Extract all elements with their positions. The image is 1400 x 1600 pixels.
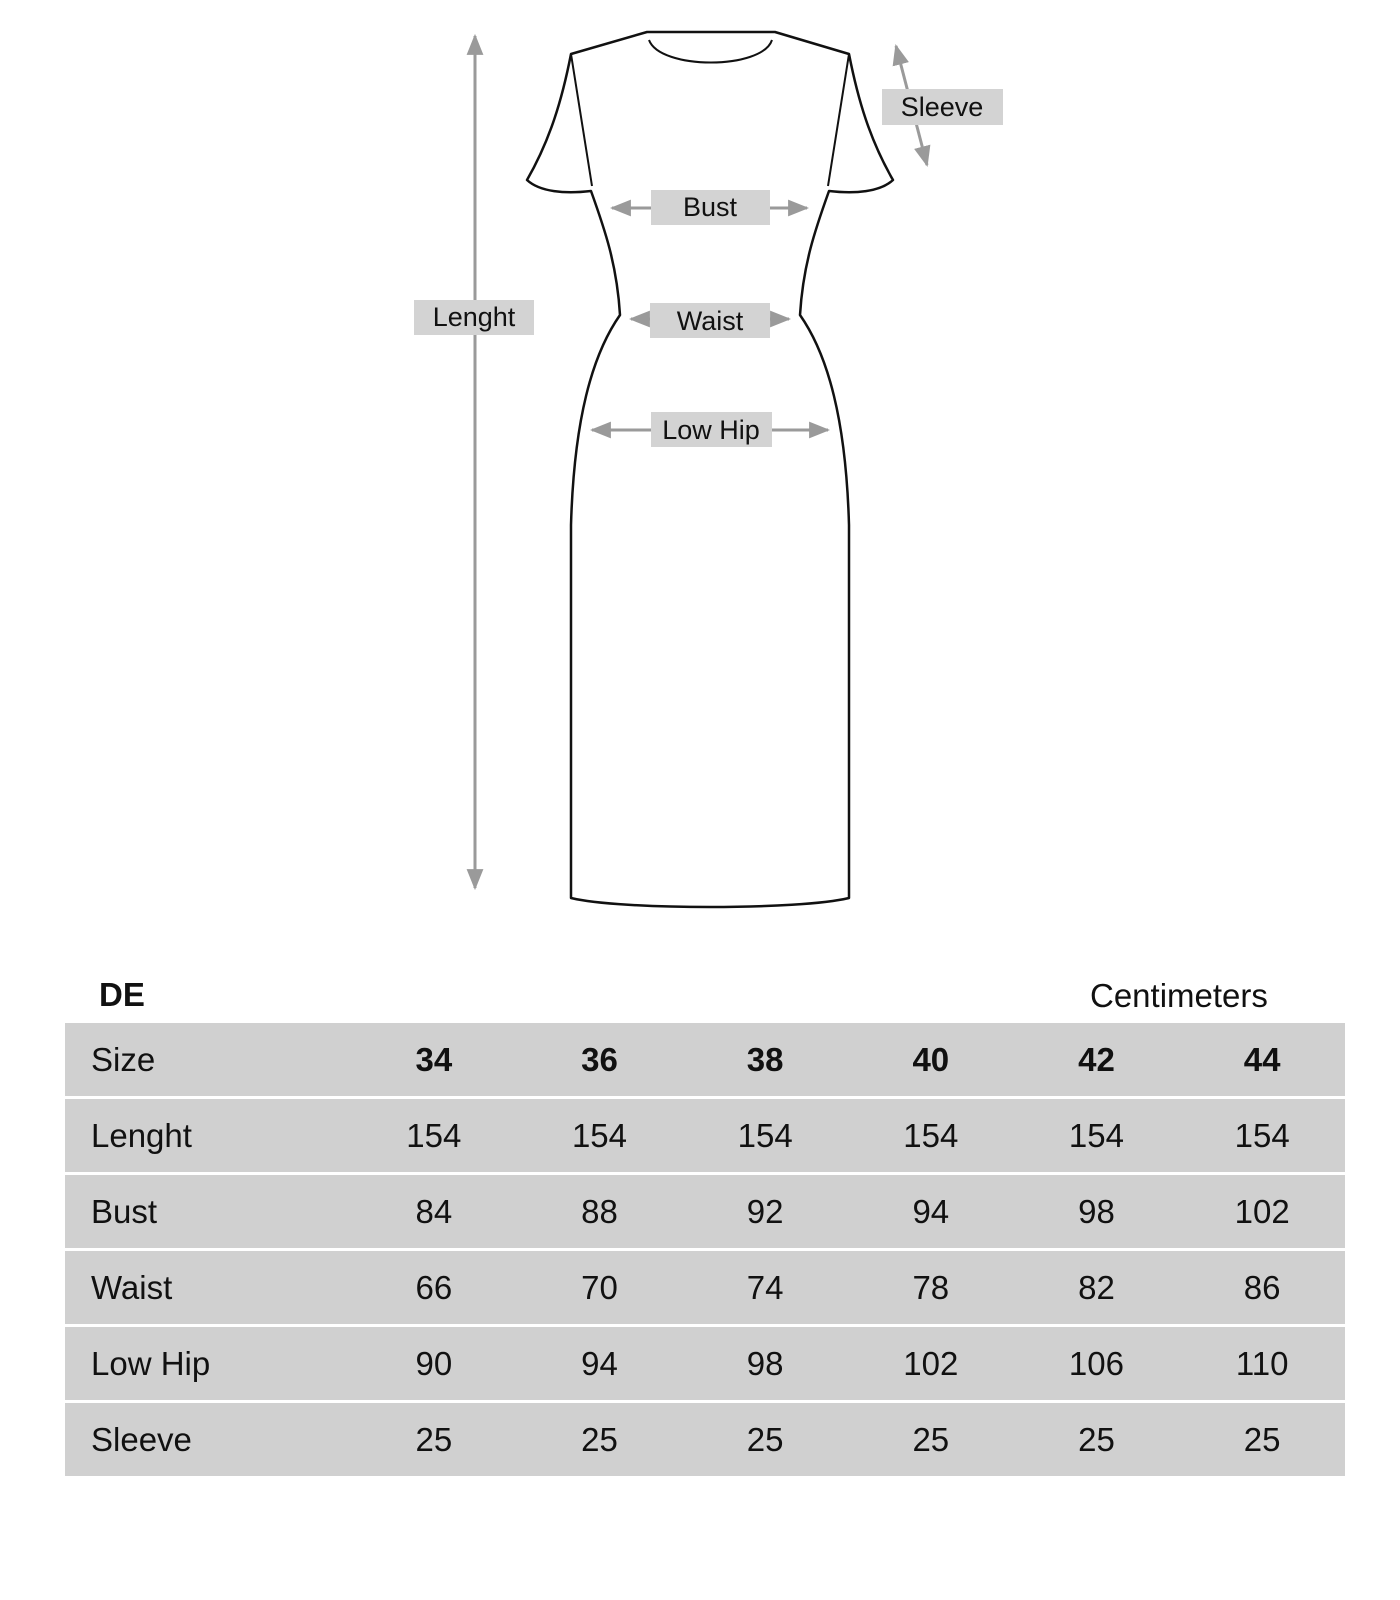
row-label: Lenght bbox=[65, 1099, 351, 1172]
waist-tag bbox=[650, 303, 770, 338]
table-cell: 154 bbox=[682, 1099, 848, 1172]
table-cell: 70 bbox=[517, 1251, 683, 1324]
length-tag-text: Lenght bbox=[432, 302, 516, 332]
table-cell: 94 bbox=[517, 1327, 683, 1400]
table-cell: 98 bbox=[1014, 1175, 1180, 1248]
table-cell: 154 bbox=[1179, 1099, 1345, 1172]
length-tag bbox=[414, 300, 534, 335]
table-cell: 154 bbox=[351, 1099, 517, 1172]
table-cell: 86 bbox=[1179, 1251, 1345, 1324]
table-cell: 78 bbox=[848, 1251, 1014, 1324]
dress-neckline bbox=[649, 40, 772, 63]
table-cell: 25 bbox=[1014, 1403, 1180, 1476]
row-label: Low Hip bbox=[65, 1327, 351, 1400]
dress-outline bbox=[527, 32, 893, 907]
table-cell: 25 bbox=[682, 1403, 848, 1476]
region-title: DE bbox=[99, 976, 145, 1013]
table-cell: 110 bbox=[1179, 1327, 1345, 1400]
table-cell: 25 bbox=[351, 1403, 517, 1476]
size-header-label: Size bbox=[65, 1023, 351, 1096]
waist-tag-text: Waist bbox=[676, 306, 744, 336]
size-header-cell: 44 bbox=[1179, 1023, 1345, 1096]
right-armhole-seam bbox=[828, 54, 849, 186]
row-label: Bust bbox=[65, 1175, 351, 1248]
left-armhole-seam bbox=[571, 54, 592, 186]
table-cell: 82 bbox=[1014, 1251, 1180, 1324]
table-cell: 66 bbox=[351, 1251, 517, 1324]
low-hip-tag bbox=[651, 412, 772, 447]
table-row-sleeve bbox=[65, 1403, 1345, 1476]
table-cell: 88 bbox=[517, 1175, 683, 1248]
table-cell: 154 bbox=[848, 1099, 1014, 1172]
table-cell: 90 bbox=[351, 1327, 517, 1400]
size-header-cell: 34 bbox=[351, 1023, 517, 1096]
table-cell: 94 bbox=[848, 1175, 1014, 1248]
sleeve-tag-text: Sleeve bbox=[900, 92, 984, 122]
table-cell: 74 bbox=[682, 1251, 848, 1324]
row-label: Sleeve bbox=[65, 1403, 351, 1476]
table-cell: 25 bbox=[848, 1403, 1014, 1476]
table-cell: 102 bbox=[1179, 1175, 1345, 1248]
table-row-waist bbox=[65, 1251, 1345, 1324]
table-row-low-hip bbox=[65, 1327, 1345, 1400]
size-header-cell: 42 bbox=[1014, 1023, 1180, 1096]
size-header-cell: 38 bbox=[682, 1023, 848, 1096]
table-cell: 102 bbox=[848, 1327, 1014, 1400]
table-cell: 84 bbox=[351, 1175, 517, 1248]
size-chart-table bbox=[65, 1020, 1345, 1479]
table-cell: 154 bbox=[517, 1099, 683, 1172]
size-header-cell: 40 bbox=[848, 1023, 1014, 1096]
table-row-bust bbox=[65, 1175, 1345, 1248]
size-header-row bbox=[65, 1023, 1345, 1096]
table-row-length bbox=[65, 1099, 1345, 1172]
table-cell: 154 bbox=[1014, 1099, 1180, 1172]
row-label: Waist bbox=[65, 1251, 351, 1324]
bust-tag bbox=[651, 190, 770, 225]
table-cell: 25 bbox=[517, 1403, 683, 1476]
table-cell: 98 bbox=[682, 1327, 848, 1400]
units-label: Centimeters bbox=[1090, 977, 1268, 1014]
table-cell: 106 bbox=[1014, 1327, 1180, 1400]
sleeve-tag bbox=[882, 89, 1003, 125]
size-header-cell: 36 bbox=[517, 1023, 683, 1096]
low-hip-tag-text: Low Hip bbox=[662, 415, 760, 445]
table-cell: 92 bbox=[682, 1175, 848, 1248]
table-cell: 25 bbox=[1179, 1403, 1345, 1476]
bust-tag-text: Bust bbox=[682, 192, 738, 222]
